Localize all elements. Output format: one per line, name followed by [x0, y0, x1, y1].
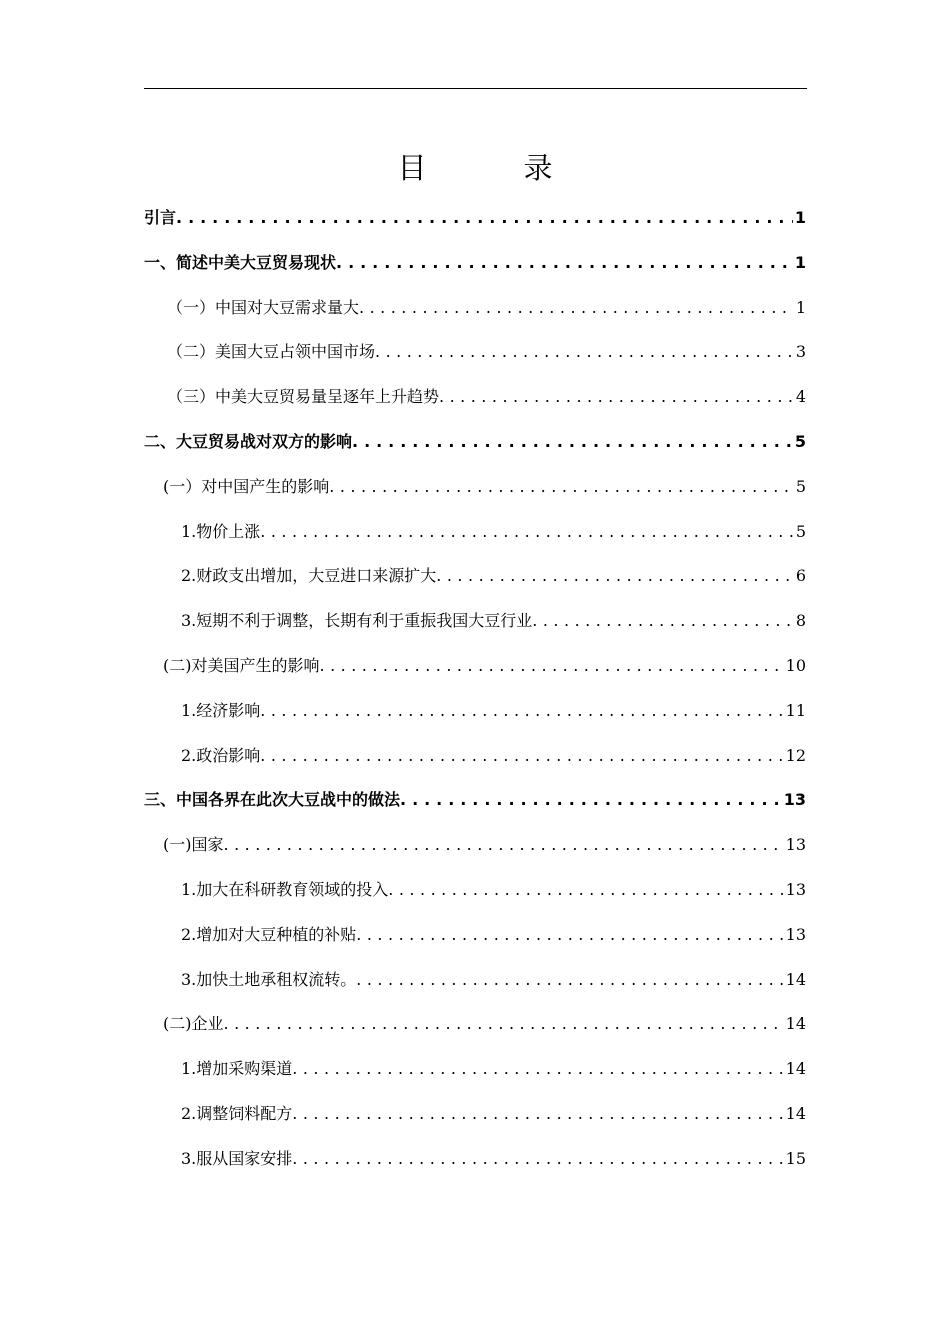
- table-of-contents: [144, 196, 806, 1182]
- dot-leader: [260, 734, 783, 779]
- toc-entry[interactable]: [144, 286, 806, 331]
- toc-page-number: 13: [785, 835, 806, 855]
- toc-page-number: 15: [785, 1148, 806, 1168]
- toc-entry-text: 1.经济影响: [181, 700, 261, 720]
- toc-entry[interactable]: [144, 1137, 806, 1182]
- toc-page-number: 12: [785, 745, 806, 765]
- toc-entry-text: （一）中国对大豆需求量大: [167, 297, 360, 317]
- page-title: 目 录: [397, 151, 587, 185]
- dot-leader: [336, 241, 793, 286]
- toc-entry[interactable]: [144, 823, 806, 868]
- toc-entry-text: 3.加快土地承租权流转。: [181, 969, 357, 989]
- toc-page-number: 5: [794, 431, 806, 451]
- toc-entry[interactable]: [144, 689, 806, 734]
- toc-entry-text: (二)企业: [163, 1014, 224, 1034]
- dot-leader: [400, 778, 782, 823]
- dot-leader: [532, 599, 794, 644]
- dot-leader: [292, 1137, 783, 1182]
- toc-entry[interactable]: [144, 913, 806, 958]
- dot-leader: [260, 689, 783, 734]
- toc-entry-text: (二)对美国产生的影响: [163, 655, 320, 675]
- toc-page-number: 8: [795, 611, 806, 631]
- dot-leader: [176, 196, 793, 241]
- toc-page-number: 13: [783, 790, 806, 810]
- toc-entry-text: (一）对中国产生的影响: [163, 476, 330, 496]
- toc-entry[interactable]: [144, 958, 806, 1003]
- toc-entry[interactable]: [144, 599, 806, 644]
- toc-page-number: 14: [785, 1014, 806, 1034]
- dot-leader: [352, 420, 793, 465]
- toc-entry-text: 2.调整饲料配方: [181, 1103, 293, 1123]
- dot-leader: [356, 913, 783, 958]
- toc-entry[interactable]: [144, 554, 806, 599]
- toc-entry-text: 1.加大在科研教育领域的投入: [181, 879, 389, 899]
- dot-leader: [224, 1002, 784, 1047]
- dot-leader: [356, 958, 783, 1003]
- toc-page-number: 14: [785, 969, 806, 989]
- dot-leader: [292, 1092, 783, 1137]
- dot-leader: [224, 823, 784, 868]
- toc-entry-text: （二）美国大豆占领中国市场: [167, 342, 376, 362]
- toc-entry[interactable]: [144, 644, 806, 689]
- toc-entry-text: 1.增加采购渠道: [181, 1059, 293, 1079]
- toc-entry[interactable]: [144, 375, 806, 420]
- dot-leader: [292, 1047, 783, 1092]
- header-rule: [144, 88, 807, 89]
- dot-leader: [436, 554, 794, 599]
- toc-entry[interactable]: [144, 465, 806, 510]
- toc-entry[interactable]: [144, 1092, 806, 1137]
- toc-entry[interactable]: [144, 1002, 806, 1047]
- toc-entry[interactable]: [144, 734, 806, 779]
- toc-page-number: 10: [785, 655, 806, 675]
- toc-page-number: 5: [795, 476, 806, 496]
- toc-entry-text: 3.服从国家安排: [181, 1148, 293, 1168]
- toc-entry[interactable]: [144, 420, 806, 465]
- toc-entry-text: 1.物价上涨: [181, 521, 261, 541]
- toc-entry[interactable]: [144, 330, 806, 375]
- dot-leader: [329, 465, 794, 510]
- toc-entry[interactable]: [144, 510, 806, 555]
- dot-leader: [388, 868, 783, 913]
- dot-leader: [439, 375, 794, 420]
- toc-page-number: 5: [795, 521, 806, 541]
- toc-entry-text: 2.增加对大豆种植的补贴: [181, 924, 357, 944]
- toc-page-number: 11: [785, 700, 806, 720]
- toc-page-number: 3: [795, 342, 806, 362]
- toc-entry-text: 三、中国各界在此次大豆战中的做法: [144, 790, 401, 810]
- dot-leader: [359, 286, 794, 331]
- toc-page-number: 13: [785, 924, 806, 944]
- toc-entry-text: 2.政治影响: [181, 745, 261, 765]
- toc-page-number: 14: [785, 1103, 806, 1123]
- toc-page-number: 1: [795, 297, 806, 317]
- dot-leader: [320, 644, 784, 689]
- toc-entry-text: 一、简述中美大豆贸易现状: [144, 252, 337, 272]
- toc-entry[interactable]: [144, 196, 806, 241]
- toc-page-number: 6: [795, 566, 806, 586]
- toc-entry[interactable]: [144, 778, 806, 823]
- dot-leader: [260, 510, 794, 555]
- toc-entry-text: 引言: [144, 208, 177, 227]
- toc-entry[interactable]: [144, 241, 806, 286]
- toc-page-number: 1: [794, 208, 806, 227]
- toc-entry-text: 3.短期不利于调整，长期有利于重振我国大豆行业: [181, 611, 533, 631]
- toc-entry[interactable]: [144, 868, 806, 913]
- toc-page-number: 13: [785, 879, 806, 899]
- toc-page-number: 4: [795, 387, 806, 407]
- toc-entry-text: 2.财政支出增加，大豆进口来源扩大: [181, 566, 437, 586]
- toc-entry-text: （三）中美大豆贸易量呈逐年上升趋势: [167, 387, 440, 407]
- toc-entry-text: 二、大豆贸易战对双方的影响: [144, 431, 353, 451]
- toc-entry[interactable]: [144, 1047, 806, 1092]
- toc-page-number: 1: [794, 252, 806, 272]
- toc-entry-text: (一)国家: [163, 835, 224, 855]
- dot-leader: [375, 330, 794, 375]
- toc-page-number: 14: [785, 1059, 806, 1079]
